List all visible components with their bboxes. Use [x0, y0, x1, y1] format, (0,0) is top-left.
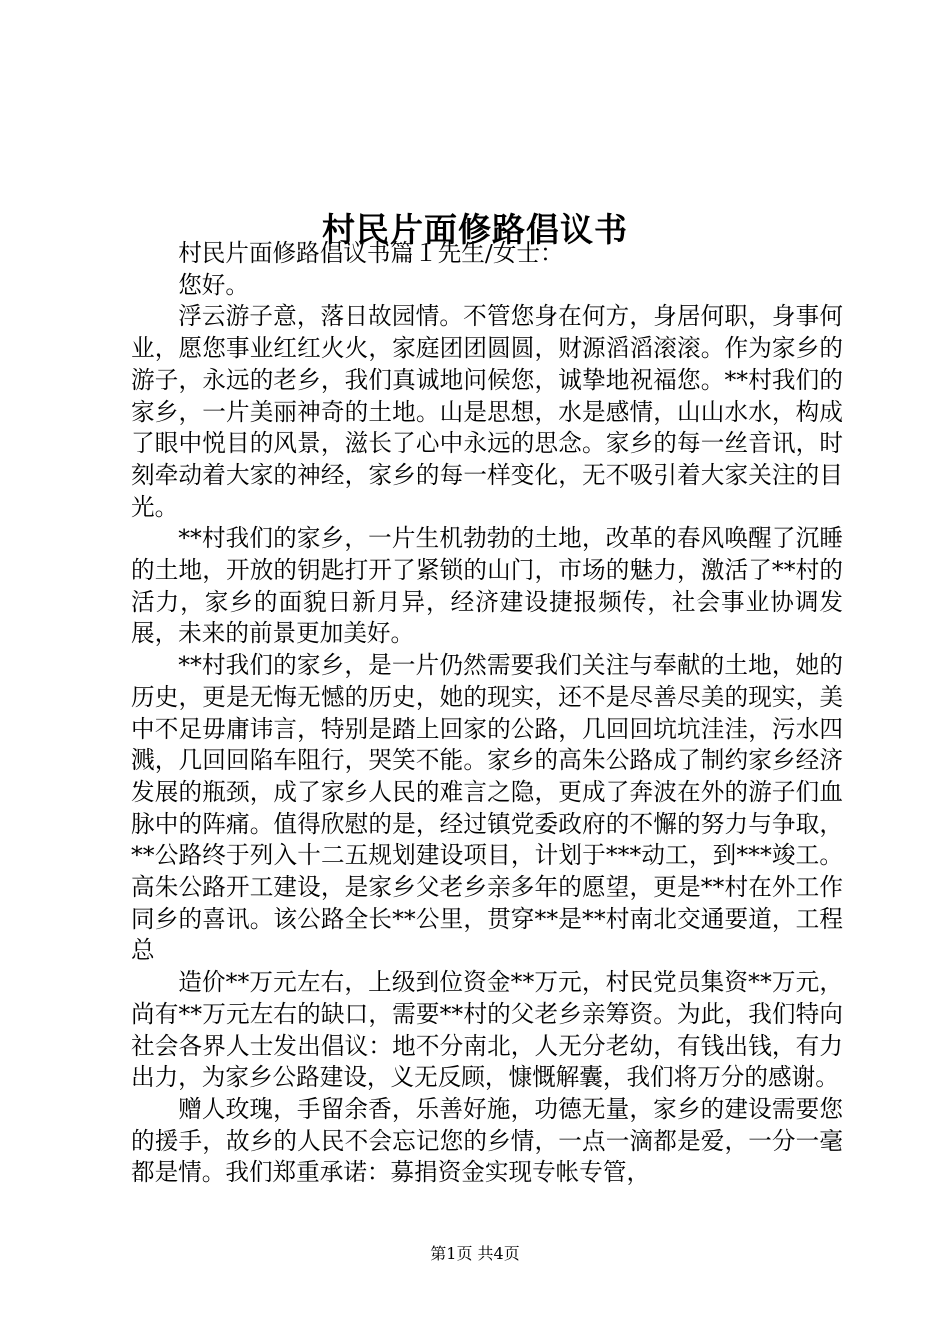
document-title: 村民片面修路倡议书 — [322, 210, 628, 250]
page-footer: 第1页 共4页 — [430, 1244, 520, 1263]
body-paragraph: 赠人玫瑰，手留余香，乐善好施，功德无量，家乡的建设需要您的援手，故乡的人民不会忘记您的乡情，一点一滴都是爱，一分一毫都是情。我们郑重承诺：募捐资金实现专帐专管， — [131, 1094, 843, 1187]
salutation-line: 村民片面修路倡议书篇１先生/女士： — [178, 239, 564, 267]
body-paragraph: 造价**万元左右，上级到位资金**万元，村民党员集资**万元，尚有**万元左右的缺口，需要**村的父老乡亲筹资。为此，我们特向社会各界人士发出倡议：地不分南北，人无分老幼，有钱出钱，有力出力，为家乡公路建设，义无反顾，慷慨解囊，我们将万分的感谢。 — [131, 968, 843, 1092]
greeting-line: 您好。 — [178, 270, 249, 299]
body-paragraph: **村我们的家乡，是一片仍然需要我们关注与奉献的土地，她的历史，更是无悔无憾的历史，她的现实，还不是尽善尽美的现实，美中不足毋庸讳言，特别是踏上回家的公路，几回回坑坑洼洼，污水四溅，几回回陷车阻行，哭笑不能。家乡的高朱公路成了制约家乡经济发展的瓶颈，成了家乡人民的难言之隐，更成了奔波在外的游子们血脉中的阵痛。值得欣慰的是，经过镇党委政府的不懈的努力与争取，**公路终于列入十二五规划建设项目，计划于***动工，到***竣工。高朱公路开工建设，是家乡父老乡亲多年的愿望，更是**村在外工作同乡的喜讯。该公路全长**公里，贯穿**是**村南北交通要道，工程总 — [131, 651, 843, 965]
body-paragraph: 浮云游子意，落日故园情。不管您身在何方，身居何职，身事何业，愿您事业红红火火，家庭团团圆圆，财源滔滔滚滚。作为家乡的游子，永远的老乡，我们真诚地问候您，诚挚地祝福您。**村我们的家乡，一片美丽神奇的土地。山是思想，水是感情，山山水水，构成了眼中悦目的风景，滋长了心中永远的思念。家乡的每一丝音讯，时刻牵动着大家的神经，家乡的每一样变化，无不吸引着大家关注的目光。 — [131, 302, 843, 521]
body-paragraph: **村我们的家乡，一片生机勃勃的土地，改革的春风唤醒了沉睡的土地，开放的钥匙打开了紧锁的山门，市场的魅力，激活了**村的活力，家乡的面貌日新月异，经济建设捷报频传，社会事业协调发展，未来的前景更加美好。 — [131, 524, 843, 648]
document-body — [131, 238, 843, 1189]
